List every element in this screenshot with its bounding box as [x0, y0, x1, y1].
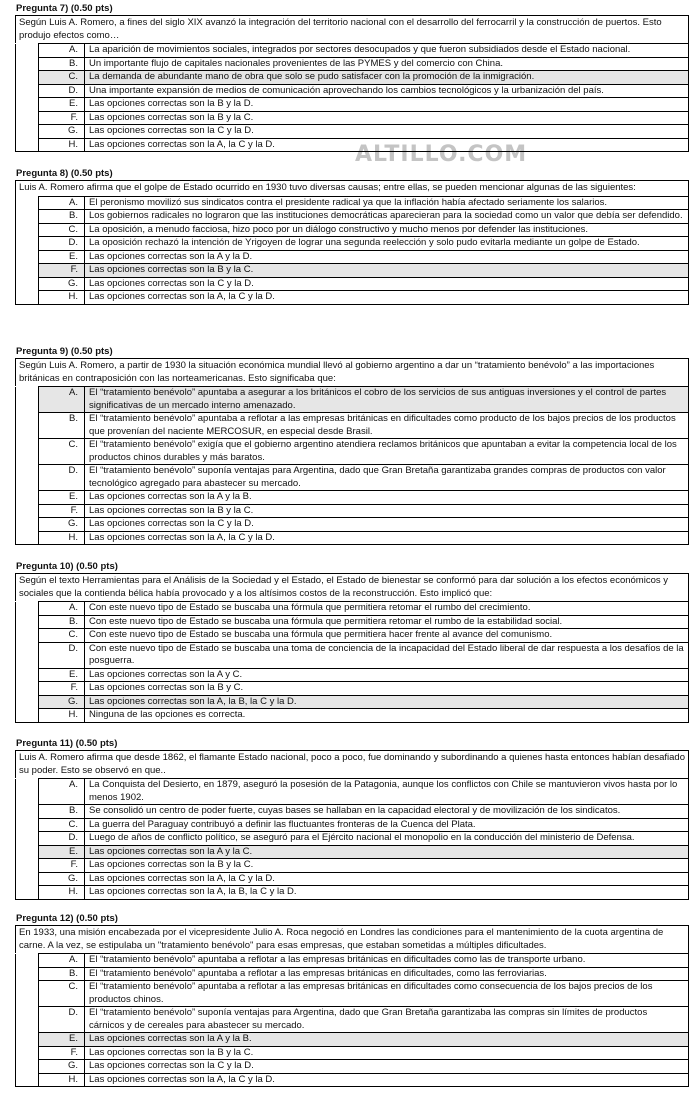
option-label: D.	[39, 465, 85, 491]
option-spacer	[16, 629, 39, 643]
option-label: G.	[39, 1060, 85, 1074]
option-text: Las opciones correctas son la B y la C.	[85, 111, 689, 125]
option-spacer	[16, 71, 39, 85]
option-row[interactable]	[16, 387, 689, 413]
option-label: E.	[39, 1033, 85, 1047]
option-row[interactable]	[16, 954, 689, 968]
option-spacer	[16, 954, 39, 968]
option-text: Las opciones correctas son la A, la C y la D.	[85, 872, 689, 886]
option-label: D.	[39, 1007, 85, 1033]
option-row[interactable]	[16, 629, 689, 643]
option-spacer	[16, 504, 39, 518]
option-spacer	[16, 872, 39, 886]
option-text: Las opciones correctas son la A y la D.	[85, 250, 689, 264]
option-label: A.	[39, 387, 85, 413]
option-row[interactable]	[16, 709, 689, 723]
option-spacer	[16, 531, 39, 545]
option-spacer	[16, 1046, 39, 1060]
option-text: Las opciones correctas son la C y la D.	[85, 277, 689, 291]
option-text: Las opciones correctas son la B y la D.	[85, 98, 689, 112]
option-row[interactable]	[16, 223, 689, 237]
option-spacer	[16, 518, 39, 532]
option-text: Las opciones correctas son la A y C.	[85, 668, 689, 682]
option-spacer	[16, 98, 39, 112]
option-label: C.	[39, 71, 85, 85]
option-text: El “tratamiento benévolo” apuntaba a reflotar a las empresas británicas en dificultades, como las ferroviarias.	[85, 967, 689, 981]
option-row[interactable]	[16, 695, 689, 709]
option-label: F.	[39, 264, 85, 278]
options-table	[15, 196, 689, 305]
option-label: G.	[39, 277, 85, 291]
question-text: Según el texto Herramientas para el Análisis de la Sociedad y el Estado, el Estado de bienestar se conformó para dar solución a los efectos económicos y sociales que la contienda bélica había provocado y a los altísimos costos de la reconstrucción. Esto implicó que:	[15, 573, 689, 601]
option-text: El “tratamiento benévolo” apuntaba a asegurar a los británicos el cobro de los servicios de sus antiguas inversiones y el control de partes significativas de un mercado interno amenazado.	[85, 387, 689, 413]
options-table	[15, 953, 689, 1087]
option-row[interactable]	[16, 439, 689, 465]
question-title: Pregunta 11) (0.50 pts)	[16, 738, 118, 749]
option-text: La oposición rechazó la intención de Yrigoyen de lograr una segunda reelección y solo pudo evitarla mediante un golpe de Estado.	[85, 237, 689, 251]
option-text: Las opciones correctas son la A, la B, la C y la D.	[85, 695, 689, 709]
option-label: B.	[39, 615, 85, 629]
option-spacer	[16, 967, 39, 981]
option-spacer	[16, 1007, 39, 1033]
option-row[interactable]	[16, 845, 689, 859]
option-row[interactable]	[16, 531, 689, 545]
option-label: H.	[39, 531, 85, 545]
option-row[interactable]	[16, 138, 689, 152]
question-text: Luis A. Romero afirma que el golpe de Estado ocurrido en 1930 tuvo diversas causas; entre ellas, se pueden mencionar algunas de las siguientes:	[15, 180, 689, 196]
option-spacer	[16, 1073, 39, 1087]
option-spacer	[16, 84, 39, 98]
option-text: Con este nuevo tipo de Estado se buscaba una toma de conciencia de la incapacidad del Estado liberal de dar respuesta a los desafíos de la posguerra.	[85, 642, 689, 668]
option-label: A.	[39, 44, 85, 58]
option-spacer	[16, 250, 39, 264]
option-text: Las opciones correctas son la B y la C.	[85, 264, 689, 278]
options-table	[15, 386, 689, 545]
option-text: Las opciones correctas son la B y la C.	[85, 859, 689, 873]
option-text: El “tratamiento benévolo” suponía ventajas para Argentina, dado que Gran Bretaña garantizaba grandes compras de productos con valor tecnológico agregado para abastecer su mercado.	[85, 465, 689, 491]
option-label: E.	[39, 845, 85, 859]
option-text: Se consolidó un centro de poder fuerte, cuyas bases se hallaban en la capacidad electoral y de movilización de los sindicatos.	[85, 805, 689, 819]
question-title: Pregunta 7) (0.50 pts)	[16, 3, 113, 14]
option-label: D.	[39, 642, 85, 668]
option-row[interactable]	[16, 291, 689, 305]
option-row[interactable]	[16, 1007, 689, 1033]
option-spacer	[16, 237, 39, 251]
watermark: ALTILLO.COM	[355, 142, 528, 167]
option-row[interactable]	[16, 602, 689, 616]
option-row[interactable]	[16, 518, 689, 532]
option-spacer	[16, 805, 39, 819]
option-spacer	[16, 1033, 39, 1047]
option-spacer	[16, 291, 39, 305]
option-spacer	[16, 779, 39, 805]
option-label: A.	[39, 196, 85, 210]
option-label: E.	[39, 250, 85, 264]
option-row[interactable]	[16, 111, 689, 125]
option-label: B.	[39, 210, 85, 224]
option-spacer	[16, 615, 39, 629]
option-row[interactable]	[16, 465, 689, 491]
option-row[interactable]	[16, 818, 689, 832]
option-row[interactable]	[16, 125, 689, 139]
option-label: H.	[39, 291, 85, 305]
option-row[interactable]	[16, 504, 689, 518]
option-row[interactable]	[16, 210, 689, 224]
question-block	[15, 913, 689, 1087]
option-label: A.	[39, 602, 85, 616]
option-text: Las opciones correctas son la A, la C y la D.	[85, 531, 689, 545]
option-spacer	[16, 602, 39, 616]
option-row[interactable]	[16, 967, 689, 981]
option-text: Las opciones correctas son la C y la D.	[85, 518, 689, 532]
question-block	[15, 3, 689, 152]
option-label: D.	[39, 832, 85, 846]
option-row[interactable]	[16, 250, 689, 264]
option-text: La Conquista del Desierto, en 1879, aseguró la posesión de la Patagonia, aunque los conflictos con Chile se mantuvieron vivos hasta por lo menos 1902.	[85, 779, 689, 805]
option-label: F.	[39, 504, 85, 518]
question-block	[15, 168, 689, 305]
option-text: Las opciones correctas son la A y la B.	[85, 491, 689, 505]
option-text: El “tratamiento benévolo” apuntaba a reflotar a las empresas británicas en dificultades como consecuencia de los bajos precios de los productos chinos.	[85, 981, 689, 1007]
option-row[interactable]	[16, 98, 689, 112]
option-text: Las opciones correctas son la B y la C.	[85, 504, 689, 518]
option-label: G.	[39, 872, 85, 886]
option-row[interactable]	[16, 1060, 689, 1074]
option-label: F.	[39, 111, 85, 125]
option-spacer	[16, 196, 39, 210]
option-label: B.	[39, 805, 85, 819]
option-row[interactable]	[16, 44, 689, 58]
option-label: B.	[39, 413, 85, 439]
option-label: F.	[39, 859, 85, 873]
option-spacer	[16, 277, 39, 291]
option-text: Una importante expansión de medios de comunicación aprovechando los cambios tecnológicos y la urbanización del país.	[85, 84, 689, 98]
option-row[interactable]	[16, 71, 689, 85]
option-spacer	[16, 439, 39, 465]
option-spacer	[16, 642, 39, 668]
options-table	[15, 778, 689, 900]
option-spacer	[16, 981, 39, 1007]
option-spacer	[16, 886, 39, 900]
option-spacer	[16, 709, 39, 723]
option-spacer	[16, 491, 39, 505]
option-spacer	[16, 223, 39, 237]
option-text: Un importante flujo de capitales nacionales provenientes de las PYMES y del comercio con China.	[85, 57, 689, 71]
option-spacer	[16, 668, 39, 682]
option-text: Las opciones correctas son la B y la C.	[85, 1046, 689, 1060]
option-row[interactable]	[16, 642, 689, 668]
option-text: Las opciones correctas son la B y C.	[85, 682, 689, 696]
option-label: E.	[39, 98, 85, 112]
option-text: Las opciones correctas son la A y la C.	[85, 845, 689, 859]
options-table	[15, 43, 689, 152]
option-row[interactable]	[16, 872, 689, 886]
option-row[interactable]	[16, 264, 689, 278]
option-text: Con este nuevo tipo de Estado se buscaba una fórmula que permitiera retomar el rumbo del crecimiento.	[85, 602, 689, 616]
option-text: La oposición, a menudo facciosa, hizo poco por un diálogo constructivo y mucho menos por defender las instituciones.	[85, 223, 689, 237]
option-text: La aparición de movimientos sociales, integrados por sectores desocupados y que fueron subsidiados desde el Estado nacional.	[85, 44, 689, 58]
option-row[interactable]	[16, 668, 689, 682]
option-text: La guerra del Paraguay contribuyó a definir las fluctuantes fronteras de la Cuenca del Plata.	[85, 818, 689, 832]
options-table	[15, 601, 689, 723]
question-text: Luis A. Romero afirma que desde 1862, el flamante Estado nacional, poco a poco, fue dominando y subordinando a quienes hasta entonces habían desafiado su poder. Esto se observó en que..	[15, 750, 689, 778]
option-label: G.	[39, 518, 85, 532]
option-row[interactable]	[16, 277, 689, 291]
option-row[interactable]	[16, 886, 689, 900]
option-label: F.	[39, 682, 85, 696]
question-title: Pregunta 12) (0.50 pts)	[16, 913, 118, 924]
option-label: H.	[39, 886, 85, 900]
option-spacer	[16, 387, 39, 413]
option-spacer	[16, 1060, 39, 1074]
option-spacer	[16, 465, 39, 491]
option-label: F.	[39, 1046, 85, 1060]
option-row[interactable]	[16, 413, 689, 439]
option-row[interactable]	[16, 832, 689, 846]
option-spacer	[16, 44, 39, 58]
question-title: Pregunta 8) (0.50 pts)	[16, 168, 113, 179]
question-block	[15, 561, 689, 723]
question-text: Según Luis A. Romero, a fines del siglo XIX avanzó la integración del territorio nacional con el desarrollo del ferrocarril y la construcción de puertos. Esto produjo efectos como…	[15, 15, 689, 43]
option-row[interactable]	[16, 1073, 689, 1087]
option-label: H.	[39, 138, 85, 152]
option-text: Las opciones correctas son la A, la C y la D.	[85, 138, 689, 152]
question-text: En 1933, una misión encabezada por el vicepresidente Julio A. Roca negoció en Londres las condiciones para el mantenimiento de la cuota argentina de carne. A la vez, se estipulaba un "tratamiento benévolo" para esas empresas, que estaban sometidas a múltiples dificultades.	[15, 925, 689, 953]
option-text: Las opciones correctas son la A y la B.	[85, 1033, 689, 1047]
option-spacer	[16, 210, 39, 224]
option-row[interactable]	[16, 859, 689, 873]
option-label: E.	[39, 668, 85, 682]
option-spacer	[16, 264, 39, 278]
option-spacer	[16, 818, 39, 832]
option-text: Las opciones correctas son la A, la C y la D.	[85, 291, 689, 305]
option-text: Los gobiernos radicales no lograron que las instituciones democráticas aparecieran para la sociedad como un valor que debía ser defendido.	[85, 210, 689, 224]
option-row[interactable]	[16, 805, 689, 819]
option-label: B.	[39, 967, 85, 981]
option-label: B.	[39, 57, 85, 71]
option-label: H.	[39, 709, 85, 723]
option-text: Ninguna de las opciones es correcta.	[85, 709, 689, 723]
option-text: El “tratamiento benévolo” apuntaba a reflotar a las empresas británicas en dificultades como las de transporte urbano.	[85, 954, 689, 968]
option-label: D.	[39, 84, 85, 98]
option-label: D.	[39, 237, 85, 251]
option-spacer	[16, 845, 39, 859]
question-block	[15, 346, 689, 545]
option-label: C.	[39, 818, 85, 832]
question-title: Pregunta 9) (0.50 pts)	[16, 346, 113, 357]
option-spacer	[16, 859, 39, 873]
option-spacer	[16, 57, 39, 71]
question-title: Pregunta 10) (0.50 pts)	[16, 561, 118, 572]
option-label: A.	[39, 779, 85, 805]
option-row[interactable]	[16, 1033, 689, 1047]
option-text: Las opciones correctas son la A, la C y la D.	[85, 1073, 689, 1087]
option-row[interactable]	[16, 237, 689, 251]
option-spacer	[16, 832, 39, 846]
option-row[interactable]	[16, 196, 689, 210]
option-label: C.	[39, 223, 85, 237]
option-row[interactable]	[16, 84, 689, 98]
option-text: La demanda de abundante mano de obra que solo se pudo satisfacer con la promoción de la inmigración.	[85, 71, 689, 85]
option-text: Con este nuevo tipo de Estado se buscaba una fórmula que permitiera hacer frente al avance del comunismo.	[85, 629, 689, 643]
option-spacer	[16, 138, 39, 152]
question-block	[15, 738, 689, 900]
option-text: El “tratamiento benévolo” exigía que el gobierno argentino atendiera reclamos británicos que apuntaban a evitar la competencia local de los productos chinos durables y más baratos.	[85, 439, 689, 465]
option-spacer	[16, 682, 39, 696]
option-text: Luego de años de conflicto político, se aseguró para el Ejército nacional el monopolio en la conducción del ministerio de Defensa.	[85, 832, 689, 846]
option-spacer	[16, 111, 39, 125]
option-spacer	[16, 125, 39, 139]
option-text: El “tratamiento benévolo” suponía ventajas para Argentina, dado que Gran Bretaña garantizaba las compras sin límites de productos cárnicos y de cereales para abastecer su mercado.	[85, 1007, 689, 1033]
option-label: C.	[39, 629, 85, 643]
option-row[interactable]	[16, 981, 689, 1007]
option-row[interactable]	[16, 491, 689, 505]
option-label: H.	[39, 1073, 85, 1087]
option-text: El “tratamiento benévolo” apuntaba a reflotar a las empresas británicas en dificultades como producto de los bajos precios de los productos que provenían del naciente MERCOSUR, en especial desde Brasil.	[85, 413, 689, 439]
option-label: C.	[39, 439, 85, 465]
option-label: G.	[39, 695, 85, 709]
option-row[interactable]	[16, 615, 689, 629]
option-text: Las opciones correctas son la A, la B, la C y la D.	[85, 886, 689, 900]
option-text: Las opciones correctas son la C y la D.	[85, 125, 689, 139]
option-label: A.	[39, 954, 85, 968]
option-spacer	[16, 695, 39, 709]
option-row[interactable]	[16, 57, 689, 71]
option-row[interactable]	[16, 779, 689, 805]
option-label: G.	[39, 125, 85, 139]
question-text: Según Luis A. Romero, a partir de 1930 la situación económica mundial llevó al gobierno argentino a dar un “tratamiento benévolo” a las importaciones británicas en contraposición con las norteamericanas. Esto significaba que:	[15, 358, 689, 386]
option-label: C.	[39, 981, 85, 1007]
option-text: Con este nuevo tipo de Estado se buscaba una fórmula que permitiera retomar el rumbo de la estabilidad social.	[85, 615, 689, 629]
option-row[interactable]	[16, 682, 689, 696]
option-spacer	[16, 413, 39, 439]
option-text: Las opciones correctas son la C y la D.	[85, 1060, 689, 1074]
option-row[interactable]	[16, 1046, 689, 1060]
option-text: El peronismo movilizó sus sindicatos contra el presidente radical ya que la inflación había afectado seriamente los salarios.	[85, 196, 689, 210]
option-label: E.	[39, 491, 85, 505]
